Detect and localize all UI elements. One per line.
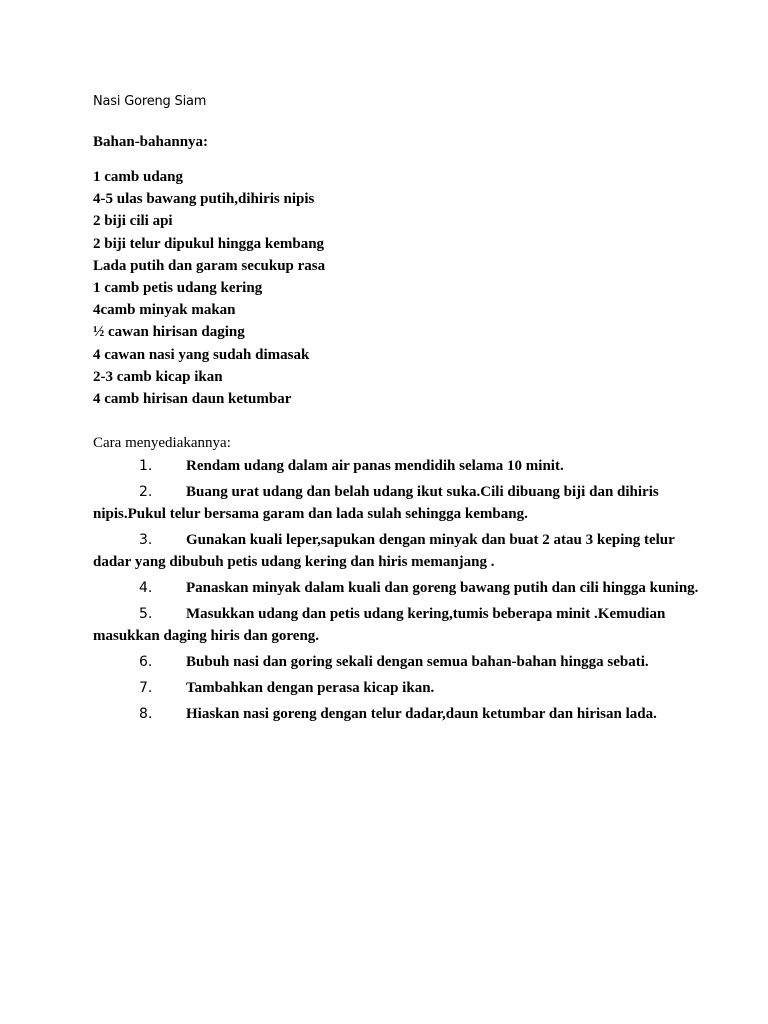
- method-step: [93, 577, 713, 599]
- document-title: Nasi Goreng Siam: [93, 94, 207, 109]
- step-text: Hiaskan nasi goreng dengan telur dadar,daun ketumbar dan hirisan lada.: [186, 706, 657, 722]
- method-heading: Cara menyediakannya:: [93, 435, 231, 451]
- ingredient-item: 4 camb hirisan daun ketumbar: [93, 391, 292, 408]
- ingredient-item: 4-5 ulas bawang putih,dihiris nipis: [93, 191, 315, 208]
- step-number: 6.: [139, 654, 153, 670]
- step-number: 2.: [139, 484, 153, 500]
- step-number: 5.: [139, 606, 153, 622]
- ingredient-item: 2-3 camb kicap ikan: [93, 368, 223, 385]
- step-text: Gunakan kuali leper,sapukan dengan minyak dan buat 2 atau 3 keping telur dadar yang dibubuh petis udang kering dan hiris memanjang .: [93, 532, 675, 570]
- method-steps-list: [93, 455, 713, 729]
- method-step: [93, 529, 713, 573]
- ingredient-item: 4 cawan nasi yang sudah dimasak: [93, 346, 310, 363]
- step-text: Masukkan udang dan petis udang kering,tumis beberapa minit .Kemudian masukkan daging hiris dan goreng.: [93, 606, 666, 644]
- step-text: Buang urat udang dan belah udang ikut suka.Cili dibuang biji dan dihiris nipis.Pukul telur bersama garam dan lada sulah sehingga kembang.: [93, 484, 659, 522]
- method-step: [93, 703, 713, 725]
- ingredient-item: 1 camb udang: [93, 169, 184, 185]
- method-step: [93, 455, 713, 477]
- ingredient-item: 2 biji telur dipukul hingga kembang: [93, 235, 325, 252]
- step-number: 3.: [139, 532, 153, 548]
- method-step: [93, 481, 713, 525]
- method-step: [93, 603, 713, 647]
- method-step: [93, 677, 713, 699]
- ingredients-heading: Bahan-bahannya:: [93, 134, 209, 150]
- ingredient-item: 4camb minyak makan: [93, 302, 236, 319]
- step-text: Panaskan minyak dalam kuali dan goreng bawang putih dan cili hingga kuning.: [186, 580, 699, 596]
- step-text: Tambahkan dengan perasa kicap ikan.: [186, 680, 435, 696]
- step-number: 1.: [139, 458, 153, 474]
- ingredient-item: ½ cawan hirisan daging: [93, 324, 245, 341]
- ingredients-list: [93, 166, 325, 410]
- step-number: 7.: [139, 680, 153, 696]
- step-text: Bubuh nasi dan goring sekali dengan semua bahan-bahan hingga sebati.: [186, 654, 649, 670]
- ingredient-item: Lada putih dan garam secukup rasa: [93, 257, 326, 274]
- step-number: 8.: [139, 706, 153, 722]
- ingredient-item: 1 camb petis udang kering: [93, 280, 263, 297]
- method-step: [93, 651, 713, 673]
- step-text: Rendam udang dalam air panas mendidih selama 10 minit.: [186, 458, 564, 474]
- ingredient-item: 2 biji cili api: [93, 213, 173, 230]
- step-number: 4.: [139, 580, 153, 596]
